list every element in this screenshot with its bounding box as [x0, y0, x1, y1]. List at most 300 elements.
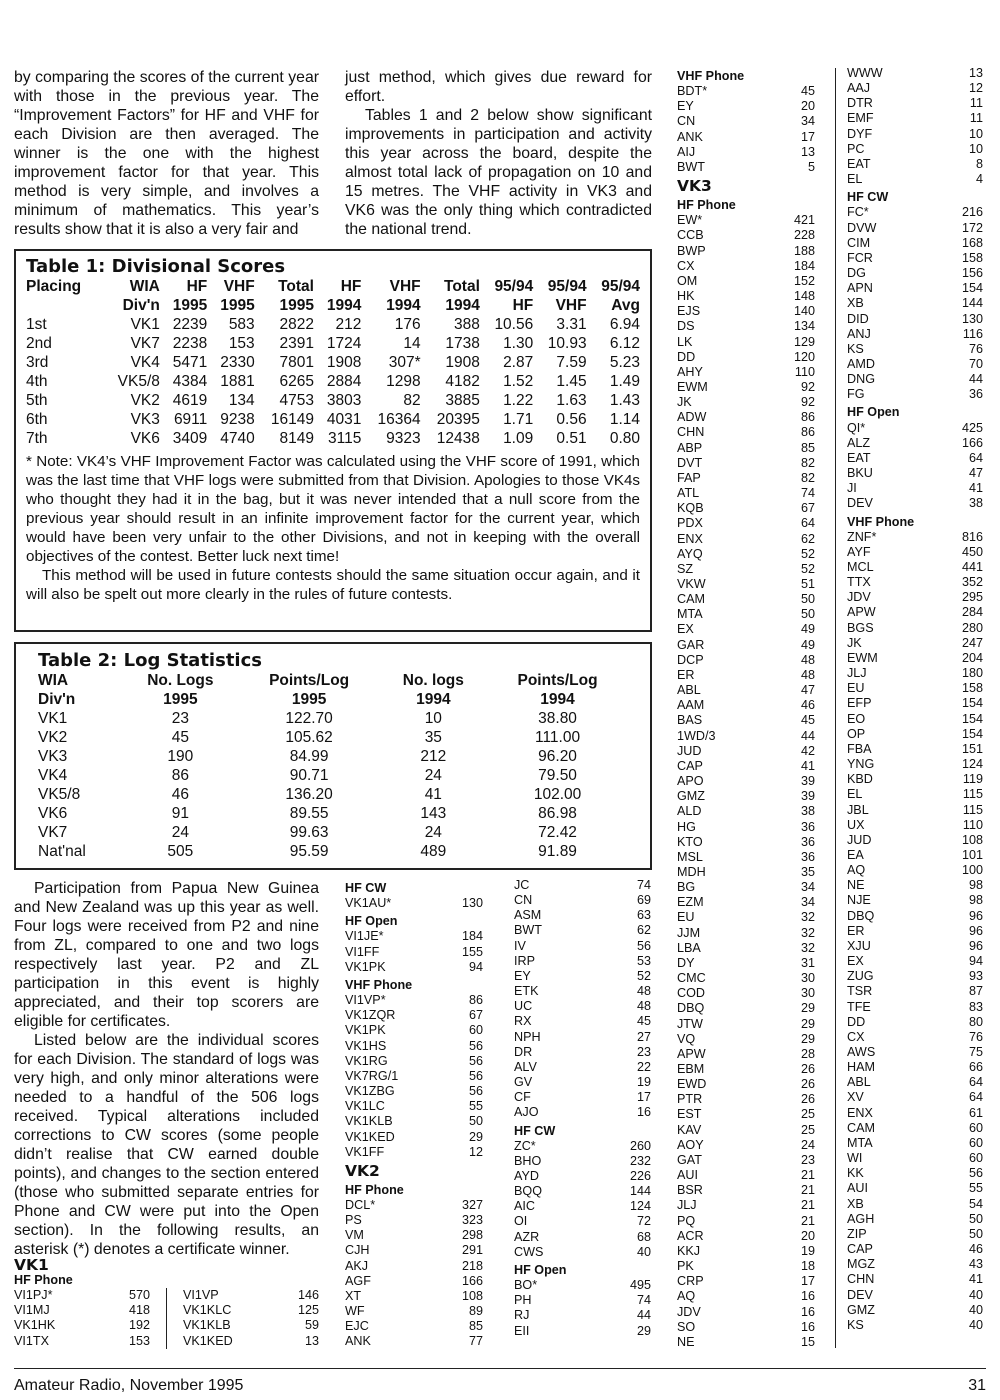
score: 16 [800, 1319, 815, 1334]
score-row [514, 954, 651, 969]
intro-col2 [345, 68, 652, 239]
callsign: CHN [677, 425, 705, 440]
score-row [677, 1335, 815, 1350]
score-row [847, 372, 983, 387]
table-cell: 212 [420, 748, 447, 765]
publication-line: Amateur Radio, November 1995 [14, 1377, 244, 1394]
callsign: BSR [677, 1183, 703, 1198]
table-cell: 82 [403, 392, 421, 409]
score-row [847, 575, 983, 590]
table-cell: 1.52 [503, 373, 534, 390]
score-row [847, 1303, 983, 1318]
table-cell: VHF [223, 278, 255, 295]
table-cell: 1995 [279, 297, 314, 314]
score: 18 [800, 1259, 815, 1274]
score: 40 [968, 1302, 983, 1317]
callsign: ER [677, 667, 695, 682]
callsign: ABL [677, 683, 701, 698]
score-row [847, 590, 983, 605]
score-row [677, 1320, 815, 1335]
score: 5 [807, 159, 815, 174]
callsign: VK1KED [183, 1333, 233, 1348]
score-row [847, 236, 983, 251]
score-row [847, 1015, 983, 1030]
score-row [847, 142, 983, 157]
score: 50 [468, 1114, 483, 1129]
callsign: COD [677, 986, 705, 1001]
score: 153 [128, 1333, 150, 1348]
callsign: CWS [514, 1244, 544, 1259]
score: 4 [975, 172, 983, 187]
score: 50 [800, 607, 815, 622]
callsign: OI [514, 1214, 528, 1229]
score: 154 [961, 281, 983, 296]
score-row [677, 547, 815, 562]
score-row [847, 757, 983, 772]
score: 41 [800, 758, 815, 773]
callsign: DNG [847, 372, 875, 387]
callsign: MSL [677, 849, 703, 864]
callsign: APW [847, 605, 876, 620]
callsign: ER [847, 923, 865, 938]
score-row [847, 1166, 983, 1181]
score-row [514, 999, 651, 1014]
score: 96 [968, 923, 983, 938]
table1-box [14, 249, 652, 632]
callsign: ZUG [847, 969, 874, 984]
score: 64 [968, 1075, 983, 1090]
callsign: MTA [677, 607, 703, 622]
callsign: KK [847, 1166, 864, 1181]
table-cell: 2391 [279, 335, 314, 352]
score: 64 [800, 516, 815, 531]
callsign: VI1FF [345, 944, 380, 959]
score: 44 [968, 372, 983, 387]
table-cell: VK4 [130, 354, 160, 371]
score: 226 [629, 1168, 651, 1183]
table-cell: 9323 [386, 430, 421, 447]
callsign: HAM [847, 1060, 875, 1075]
callsign: VK1FF [345, 1144, 385, 1159]
callsign: EWM [677, 379, 708, 394]
table-cell: Placing [26, 278, 82, 295]
score-row [514, 1293, 651, 1308]
callsign: JBL [847, 802, 869, 817]
section-heading: HF Phone [14, 1273, 73, 1287]
score-row [345, 1198, 483, 1213]
score: 60 [968, 1120, 983, 1135]
score: 20 [800, 1228, 815, 1243]
callsign: VK1KLC [183, 1303, 232, 1318]
score-row [345, 1084, 483, 1099]
score: 247 [961, 635, 983, 650]
table-cell: 1.63 [556, 392, 587, 409]
score: 129 [793, 334, 815, 349]
score: 43 [968, 1257, 983, 1272]
table-cell: 1st [26, 316, 47, 333]
score: 54 [968, 1196, 983, 1211]
score: 29 [800, 1001, 815, 1016]
score: 120 [793, 349, 815, 364]
table-cell: 3803 [326, 392, 362, 409]
score: 44 [636, 1308, 651, 1323]
callsign: VK1HS [345, 1038, 387, 1053]
table-cell: Nat'nal [38, 843, 86, 860]
score: 166 [461, 1273, 483, 1288]
score-row [847, 787, 983, 802]
callsign: YNG [847, 757, 875, 772]
table-cell: 136.20 [285, 786, 333, 803]
callsign: PQ [677, 1213, 696, 1228]
callsign: KS [847, 341, 864, 356]
score: 21 [800, 1168, 815, 1183]
score-row [677, 441, 815, 456]
score-row [847, 157, 983, 172]
callsign: DCP [677, 652, 704, 667]
callsign: ZNF* [847, 529, 877, 544]
score: 146 [297, 1288, 319, 1303]
score-row [345, 1008, 483, 1023]
callsign: GV [514, 1075, 533, 1090]
table-cell: 3rd [26, 354, 49, 371]
table-row [26, 429, 640, 448]
score: 158 [961, 681, 983, 696]
score-row [345, 1023, 483, 1038]
table-cell: 95/94 [547, 278, 587, 295]
score: 20 [800, 99, 815, 114]
score: 13 [304, 1333, 319, 1348]
table-header-row [26, 296, 640, 315]
callsign: JJM [677, 925, 701, 940]
score-row [847, 251, 983, 266]
score: 124 [629, 1199, 651, 1214]
table-cell: 190 [167, 748, 194, 765]
table-cell: 10.93 [547, 335, 587, 352]
score-row [514, 1030, 651, 1045]
table-row [38, 747, 628, 766]
table-cell: 12438 [436, 430, 480, 447]
score-row [514, 1214, 651, 1229]
callsign: JTW [677, 1016, 703, 1031]
score: 8 [975, 156, 983, 171]
score: 184 [793, 258, 815, 273]
callsign: VM [345, 1228, 364, 1243]
score: 55 [968, 1181, 983, 1196]
table-cell: 388 [454, 316, 480, 333]
score: 92 [800, 379, 815, 394]
score-row [677, 335, 815, 350]
score: 34 [800, 880, 815, 895]
table-cell: 6.94 [609, 316, 640, 333]
table-cell: 79.50 [538, 767, 577, 784]
callsign: PC [847, 141, 865, 156]
score-row [847, 172, 983, 187]
table-cell: 212 [335, 316, 362, 333]
callsign: BWT [677, 159, 705, 174]
table-cell: 46 [171, 786, 189, 803]
score: 180 [961, 666, 983, 681]
table-cell: 1994 [326, 297, 362, 314]
score-row [847, 848, 983, 863]
callsign: CAP [847, 1242, 873, 1257]
callsign: BQQ [514, 1184, 542, 1199]
callsign: EO [847, 711, 866, 726]
score: 154 [961, 711, 983, 726]
score: 192 [128, 1318, 150, 1333]
table-cell: HF [512, 297, 534, 314]
body-text [14, 879, 319, 1259]
score: 36 [968, 387, 983, 402]
score: 68 [636, 1229, 651, 1244]
score: 47 [968, 466, 983, 481]
callsign: AUI [847, 1181, 868, 1196]
table-cell: Div'n [122, 297, 160, 314]
table-header-row [26, 277, 640, 296]
callsign: RX [514, 1014, 532, 1029]
score-row [677, 244, 815, 259]
score-row [514, 908, 651, 923]
score-row [847, 772, 983, 787]
score: 60 [968, 1135, 983, 1150]
score: 96 [968, 908, 983, 923]
score-row [514, 1324, 651, 1339]
column-divider [835, 68, 836, 1348]
table-cell: VK2 [130, 392, 160, 409]
table-cell: 489 [420, 843, 447, 860]
score-row [847, 621, 983, 636]
callsign: ATL [677, 486, 700, 501]
score: 441 [961, 560, 983, 574]
score: 60 [968, 1151, 983, 1166]
score-row [847, 127, 983, 142]
callsign: XB [847, 296, 864, 311]
callsign: LBA [677, 940, 701, 955]
score-row [677, 804, 815, 819]
section-heading: HF CW [345, 881, 387, 895]
callsign: EJC [345, 1319, 369, 1334]
score: 86 [468, 993, 483, 1008]
page-number: 31 [968, 1377, 986, 1394]
score: 56 [968, 1166, 983, 1181]
score: 17 [636, 1090, 651, 1105]
table-cell: 143 [420, 805, 447, 822]
table-cell: 122.70 [285, 710, 333, 727]
score-row [847, 296, 983, 311]
score: 12 [468, 1144, 483, 1159]
score: 50 [800, 592, 815, 607]
score-row [677, 274, 815, 289]
score-row [677, 653, 815, 668]
callsign: VI1MJ [14, 1303, 50, 1318]
callsign: ETK [514, 984, 539, 999]
table-cell: 176 [394, 316, 421, 333]
table-cell: 3.31 [556, 316, 587, 333]
callsign: EJS [677, 304, 701, 319]
score: 156 [961, 266, 983, 281]
table-cell: 24 [424, 767, 442, 784]
score: 327 [461, 1197, 483, 1212]
table-cell: 6265 [279, 373, 314, 390]
score-row [345, 1274, 483, 1289]
score-row [677, 956, 815, 971]
table-cell: 307* [388, 354, 421, 371]
callsign: DID [847, 311, 869, 326]
callsign: VKW [677, 577, 706, 591]
score: 323 [461, 1213, 483, 1228]
score-row [847, 312, 983, 327]
table1-note: This method will be used in future contests should the same situation occur again, and it will also be spelt out more clearly in the rules of future contests. [26, 567, 640, 603]
section-heading: HF Phone [677, 198, 736, 213]
score-row [677, 130, 815, 145]
score-row [677, 395, 815, 410]
callsign: BWT [514, 923, 542, 938]
callsign: QI* [847, 420, 866, 435]
score-row [677, 850, 815, 865]
score: 32 [800, 940, 815, 955]
callsign: ABP [677, 440, 703, 455]
callsign: DG [847, 266, 866, 281]
score-row [677, 228, 815, 243]
table-cell: VK1 [38, 710, 68, 727]
callsign: AIJ [677, 144, 696, 159]
table-cell: VK3 [130, 411, 160, 428]
table-cell: Div'n [38, 691, 76, 708]
score: 31 [800, 955, 815, 970]
callsign: AIC [514, 1199, 535, 1214]
table-row [38, 728, 628, 747]
score-row [14, 1288, 150, 1303]
score: 13 [968, 66, 983, 80]
score-row [345, 929, 483, 944]
callsign: AJO [514, 1105, 539, 1120]
score: 67 [468, 1008, 483, 1023]
score: 66 [968, 1060, 983, 1075]
callsign: GAR [677, 637, 705, 652]
table-cell: 0.80 [609, 430, 640, 447]
table-cell: 2330 [220, 354, 255, 371]
score-row [847, 666, 983, 681]
table-cell: 1908 [445, 354, 480, 371]
table-cell: Points/Log [269, 672, 350, 689]
callsign: HK [677, 289, 695, 304]
score: 74 [636, 1293, 651, 1308]
score: 291 [461, 1243, 483, 1258]
table-cell: 91.89 [538, 843, 577, 860]
score: 298 [461, 1228, 483, 1243]
callsign: BKU [847, 466, 873, 481]
score: 32 [800, 925, 815, 940]
callsign: VQ [677, 1031, 696, 1046]
callsign: GAT [677, 1152, 702, 1167]
table-row [26, 353, 640, 372]
callsign: TTX [847, 575, 871, 590]
table-cell: 4740 [220, 430, 255, 447]
callsign: DS [677, 319, 695, 334]
score-row [514, 1090, 651, 1105]
score: 94 [468, 959, 483, 974]
score-row [847, 909, 983, 924]
intro-paragraph: by comparing the scores of the current year with those in the previous year. The “Improvement Factors” for HF and VHF for each Division are then averaged. The winner is the one with the highest improvement factor for that year. This method is very simple, and involves a minimum of mathematics. This year’s results show that it is also a very fair and [14, 69, 319, 238]
callsign: EAT [847, 450, 871, 465]
table-cell [26, 296, 102, 315]
results-column-b [514, 878, 651, 1339]
score-row [847, 1136, 983, 1151]
callsign: CCB [677, 228, 704, 243]
score: 154 [961, 726, 983, 741]
score: 26 [800, 1077, 815, 1092]
callsign: AUI [677, 1168, 698, 1183]
score-row [345, 1213, 483, 1228]
table-row [26, 410, 640, 429]
table-cell: 2822 [279, 316, 314, 333]
score-row [677, 1062, 815, 1077]
table-cell: 1.09 [503, 430, 534, 447]
score-row [847, 436, 983, 451]
score: 82 [800, 470, 815, 485]
callsign: EW* [677, 213, 703, 228]
callsign: AAM [677, 698, 705, 713]
score: 61 [968, 1105, 983, 1120]
callsign: AMD [847, 356, 875, 371]
score-row [847, 451, 983, 466]
score-row [345, 1334, 483, 1349]
table-cell: 96.20 [538, 748, 577, 765]
score-row [847, 1151, 983, 1166]
score: 49 [800, 622, 815, 637]
callsign: ANK [677, 129, 703, 144]
score: 108 [961, 832, 983, 847]
callsign: EZM [677, 895, 704, 910]
score: 98 [968, 893, 983, 908]
score-row [677, 1017, 815, 1032]
callsign: VK1RG [345, 1053, 388, 1068]
table-cell: 4th [26, 373, 48, 390]
callsign: CRP [677, 1274, 704, 1289]
score-row [345, 1099, 483, 1114]
score: 45 [636, 1014, 651, 1029]
score-row [514, 1169, 651, 1184]
section-heading: VHF Phone [677, 69, 745, 83]
section-heading: HF Open [345, 914, 398, 929]
callsign: KQB [677, 501, 704, 516]
callsign: BDT* [677, 84, 708, 99]
score: 52 [800, 561, 815, 576]
score: 29 [800, 1016, 815, 1031]
score-row [183, 1318, 319, 1333]
division-heading: VK2 [345, 1161, 380, 1180]
table-cell: 4384 [172, 373, 208, 390]
table-cell: VK5/8 [38, 786, 81, 803]
score-row [847, 496, 983, 511]
score: 74 [636, 878, 651, 892]
body-paragraph: Listed below are the individual scores for each Division. The standard of logs was very high, and only minor alterations were needed to a handful of the 506 logs received. Typical alterations included corrections to CW scores (some people didn’t realise that CW earned double points), and changes to the section entered (those who submitted separate entries for Phone and CW were put into the Open section). In the following results, an asterisk (*) denotes a certificate winner. [14, 1032, 319, 1258]
score-row [847, 96, 983, 111]
table-cell: 45 [171, 729, 189, 746]
callsign: IRP [514, 953, 535, 968]
score: 29 [468, 1129, 483, 1144]
callsign: ENX [847, 1105, 873, 1120]
table-cell: 90.71 [289, 767, 329, 784]
table1-note: * Note: VK4’s VHF Improvement Factor was calculated using the VHF score of 1991, which was the last time that VHF logs were submitted from that Division. Apologies to those VK4s who thought they had it in the bag, but it was never intended that a null score from the previous year should result in an infinite improvement factor for the current year, which would have been very unfair to the other Divisions, and not in keeping with the overall objectives of the contest. Better luck next time! [26, 453, 640, 565]
score-row [677, 532, 815, 547]
callsign: CF [514, 1090, 531, 1105]
table-cell: Points/Log [517, 672, 598, 689]
score: 40 [968, 1317, 983, 1332]
score: 39 [800, 774, 815, 789]
callsign: ZC* [514, 1138, 536, 1153]
score: 125 [297, 1303, 319, 1318]
score-row [677, 592, 815, 607]
